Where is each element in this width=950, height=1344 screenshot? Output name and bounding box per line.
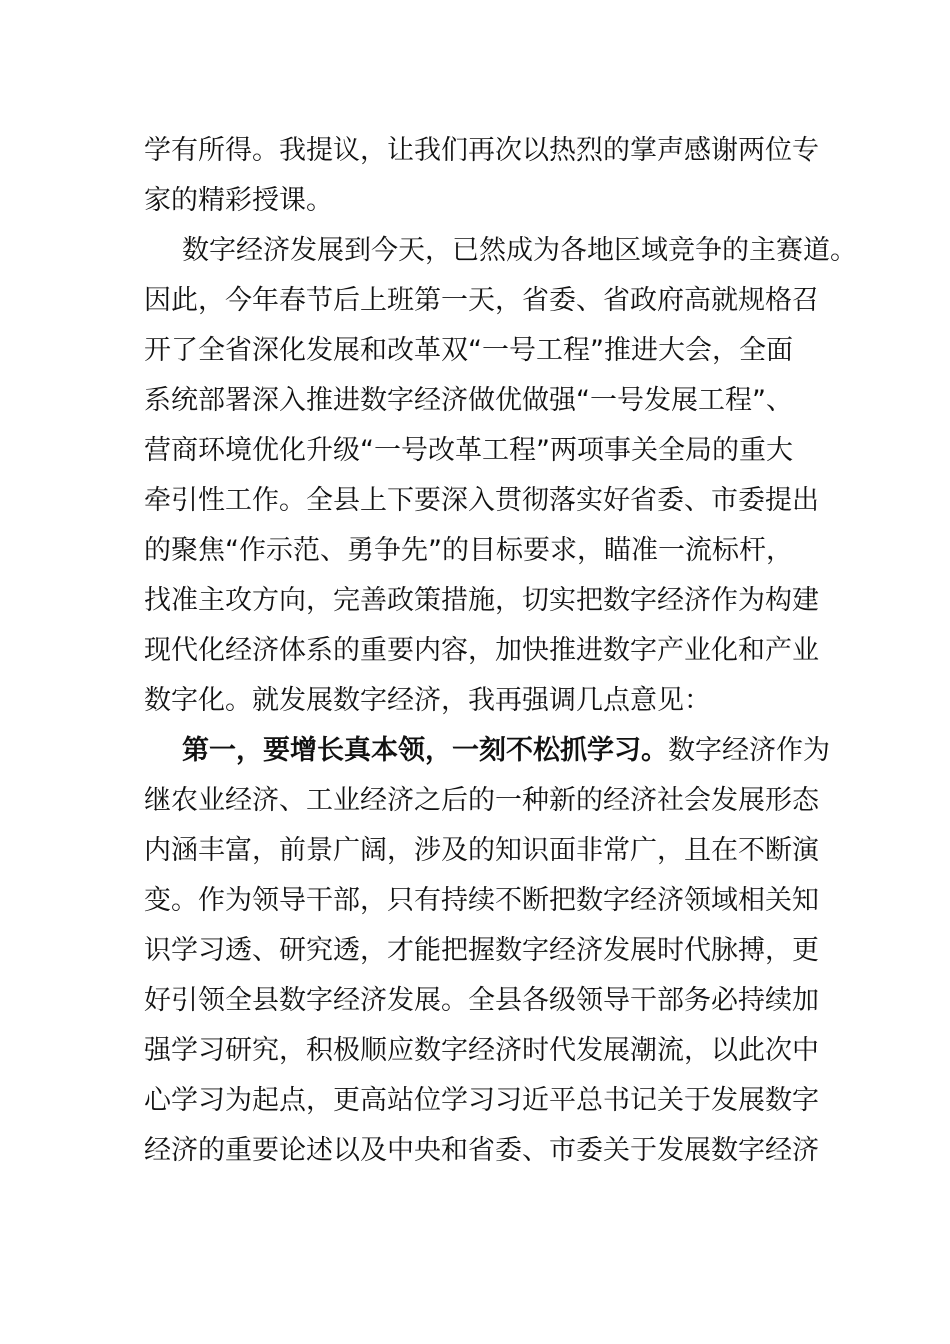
paragraph-3-line-3: 内涵丰富，前景广阔，涉及的知识面非常广，且在不断演 [144, 835, 819, 866]
paragraph-3-line-1 [144, 726, 830, 776]
paragraph-3-line-9: 经济的重要论述以及中央和省委、市委关于发展数字经济 [144, 1135, 819, 1166]
paragraph-3-line-6: 好引领全县数字经济发展。全县各级领导干部务必持续加 [144, 985, 819, 1016]
paragraph-2-line-7: 的聚焦“作示范、勇争先”的目标要求，瞄准一流标杆， [144, 535, 793, 566]
body-text [144, 126, 857, 1176]
paragraph-3-line-7: 强学习研究，积极顺应数字经济时代发展潮流，以此次中 [144, 1035, 819, 1066]
paragraph-2-line-8: 找准主攻方向，完善政策措施，切实把数字经济作为构建 [144, 585, 819, 616]
section-heading: 第一，要增长真本领，一刻不松抓学习。 [182, 735, 668, 766]
paragraph-3-line-4: 变。作为领导干部，只有持续不断把数字经济领域相关知 [144, 885, 819, 916]
paragraph-3-line-2: 继农业经济、工业经济之后的一种新的经济社会发展形态 [144, 785, 819, 816]
paragraph-2-line-10: 数字化。就发展数字经济，我再强调几点意见： [144, 685, 711, 716]
paragraph-3-line-8: 心学习为起点，更高站位学习习近平总书记关于发展数字 [144, 1085, 819, 1116]
paragraph-3-line-5: 识学习透、研究透，才能把握数字经济发展时代脉搏，更 [144, 935, 819, 966]
paragraph-2-line-2: 因此，今年春节后上班第一天，省委、省政府高就规格召 [144, 285, 819, 316]
paragraph-1-line-1: 学有所得。我提议，让我们再次以热烈的掌声感谢两位专 [144, 135, 819, 166]
paragraph-2-line-3: 开了全省深化发展和改革双“一号工程”推进大会，全面 [144, 335, 793, 366]
paragraph-2-line-5: 营商环境优化升级“一号改革工程”两项事关全局的重大 [144, 435, 793, 466]
paragraph-1-line-2: 家的精彩授课。 [144, 185, 333, 216]
paragraph-2-line-4: 系统部署深入推进数字经济做优做强“一号发展工程”、 [144, 385, 793, 416]
paragraph-3-line-1-rest: 数字经济作为 [668, 735, 830, 766]
paragraph-2-line-9: 现代化经济体系的重要内容，加快推进数字产业化和产业 [144, 635, 819, 666]
paragraph-2-line-1: 数字经济发展到今天，已然成为各地区域竞争的主赛道。 [182, 235, 857, 266]
paragraph-2-line-6: 牵引性工作。全县上下要深入贯彻落实好省委、市委提出 [144, 485, 819, 516]
